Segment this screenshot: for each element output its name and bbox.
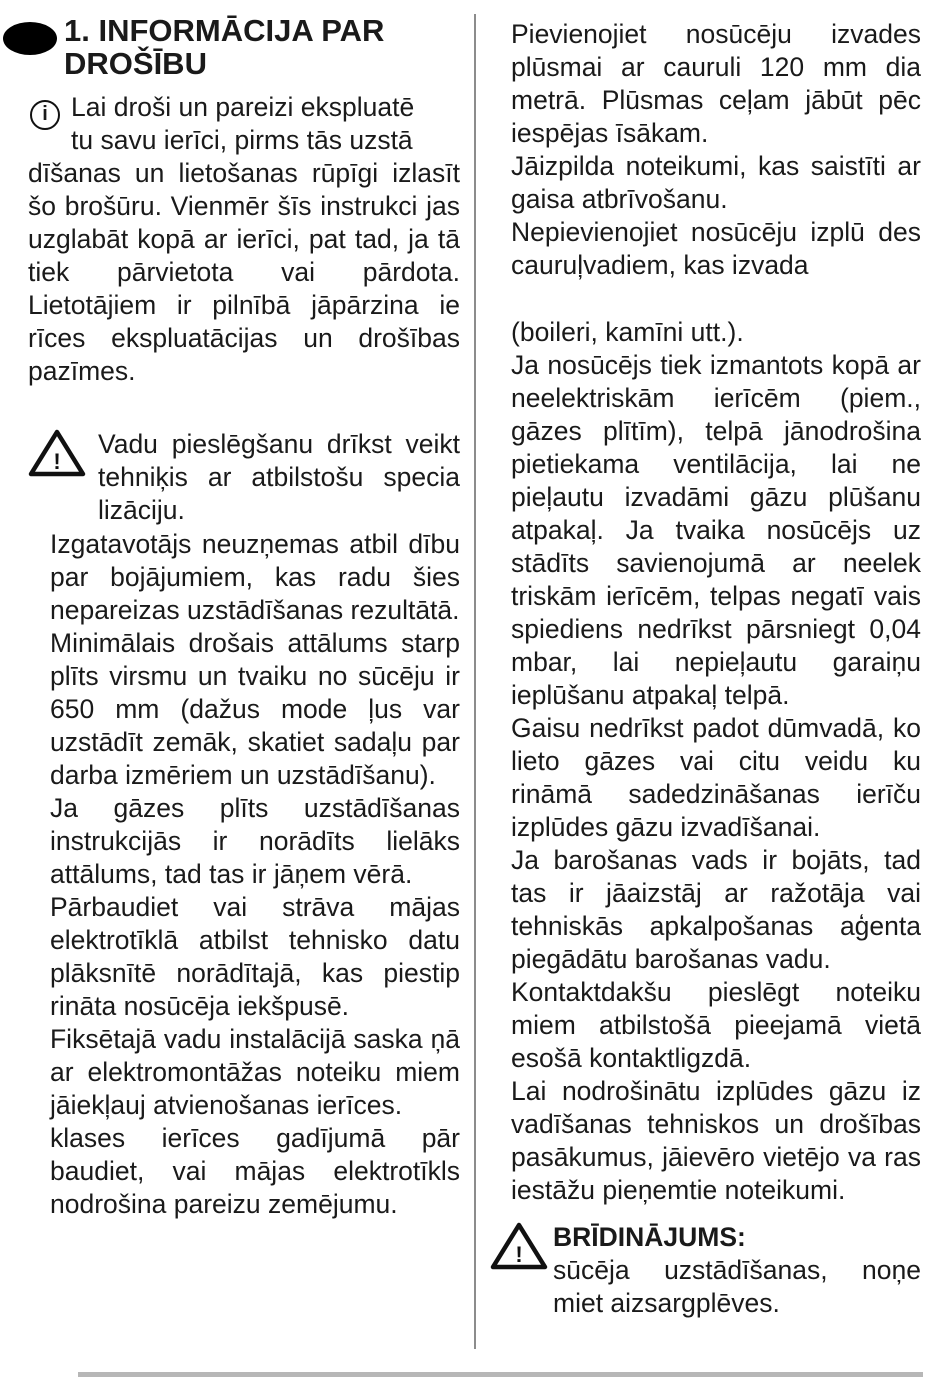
page-number-oval: [3, 22, 57, 55]
warning-film-text: sūcēja uzstādīšanas, noņe miet aizsargplēves.: [553, 1255, 921, 1318]
info-glyph: i: [42, 103, 48, 125]
para-manufacturer: Izgatavotājs neuzņemas atbil dību par bojājumiem, kas radu šies nepareizas uzstādīšanas rezultātā.: [50, 529, 460, 625]
warning-triangle-icon: [28, 428, 86, 478]
heading-line-2: DROŠĪBU: [64, 46, 207, 81]
warning-title: BRĪDINĀJUMS:: [553, 1222, 746, 1252]
warning-electrician: [98, 428, 460, 527]
warning-electrician-text: Vadu pieslēgšanu drīkst veikt tehniķis ar atbilstošu specia lizāciju.: [98, 429, 460, 525]
column-divider: [474, 14, 476, 1349]
para-min-distance: Minimālais drošais attālums starp plīts virsmu un tvaiku no sūcēju ir 650 mm (dažus mode ļus var uzstādīt zemāk, skatiet sadaļu par darba izmēriem un uzstādīšanu).: [50, 628, 460, 790]
right-column-top: [511, 18, 921, 282]
intro-paragraph: [28, 157, 460, 388]
warning-glyph-2: !: [515, 1242, 523, 1267]
intro-rest: dīšanas un lietošanas rūpīgi izlasīt šo brošūru. Vienmēr šīs instrukci jas uzglabāt kopā ar ierīci, pat tad, ja tā tiek pārvietota vai pārdota. Lietotājiem ir pilnībā jāpārzina ie rīces ekspluatācijas un drošības pazīmes.: [28, 158, 460, 386]
warning-glyph-1: !: [53, 449, 61, 474]
para-fixed-wiring: Fiksētajā vadu instalācijā saska ņā ar elektromontāžas noteiku miem jāiekļauj atvienošanas ierīces.: [50, 1024, 460, 1120]
warning-film: [553, 1221, 921, 1320]
para-ventilation: Ja nosūcējs tiek izmantots kopā ar neelektriskām ierīcēm (piem., gāzes plītīm), telpā jānodrošina pietiekama ventilācija, lai ne pieļautu izvadāmi gāzu plūšanu atpakaļ. Ja tvaika nosūcējs uz stādīts savienojumā ar neelek triskām ierīcēm, telpas negatī vais spiediens nedrīkst pārsniegt 0,04 mbar, lai nepieļautu garaiņu ieplūšanu atpakaļ telpā.: [511, 350, 921, 710]
intro-line-1: Lai droši un pareizi ekspluatē: [71, 92, 415, 122]
para-no-flue-connect: Nepievienojiet nosūcēju izplū des cauruļvadiem, kas izvada: [511, 217, 921, 280]
info-circle-icon: [30, 100, 60, 130]
left-column-body: [50, 528, 460, 1221]
para-outlet-pipe: Pievienojiet nosūcēju izvades plūsmai ar cauruli 120 mm dia metrā. Plūsmas ceļam jābūt pēc iespējas īsākam.: [511, 19, 921, 148]
para-air-regulations: Jāizpilda noteikumi, kas saistīti ar gaisa atbrīvošanu.: [511, 151, 921, 214]
para-gas-hob: Ja gāzes plīts uzstādīšanas instrukcijās ir norādīts lielāks attālums, tad tas ir jāņem vērā.: [50, 793, 460, 889]
heading-line-1: 1. INFORMĀCIJA PAR: [64, 13, 385, 48]
para-boilers: (boileri, kamīni utt.).: [511, 317, 744, 347]
footer-bar: [78, 1372, 923, 1377]
para-voltage: Pārbaudiet vai strāva mājas elektrotīklā atbilst tehnisko datu plāksnītē norādītajā, kas piestip rināta nosūcēja iekšpusē.: [50, 892, 460, 1021]
intro-line-2: tu savu ierīci, pirms tās uzstā: [71, 125, 413, 155]
warning-triangle-icon: [490, 1221, 548, 1271]
intro-first-lines: [71, 91, 456, 157]
para-grounding: klases ierīces gadījumā pār baudiet, vai mājas elektrotīkls nodrošina pareizu zemējumu.: [50, 1123, 460, 1219]
para-chimney: Gaisu nedrīkst padot dūmvadā, ko lieto gāzes vai citu veidu ku rināmā sadedzināšanas ierīču izplūdes gāzu izvadīšanai.: [511, 713, 921, 842]
para-local-regulations: Lai nodrošinātu izplūdes gāzu iz vadīšanas tehniskos un drošības pasākumus, jāievēro vietējo va ras iestāžu pieņemtie noteikumi.: [511, 1076, 921, 1205]
right-column-body: [511, 316, 921, 1207]
section-heading: [64, 14, 464, 80]
para-power-cord: Ja barošanas vads ir bojāts, tad tas ir jāaizstāj ar ražotāja vai tehniskās apkalpošanas aģenta piegādātu barošanas vadu.: [511, 845, 921, 974]
para-plug: Kontaktdakšu pieslēgt noteiku miem atbilstošā pieejamā vietā esošā kontaktligzdā.: [511, 977, 921, 1073]
